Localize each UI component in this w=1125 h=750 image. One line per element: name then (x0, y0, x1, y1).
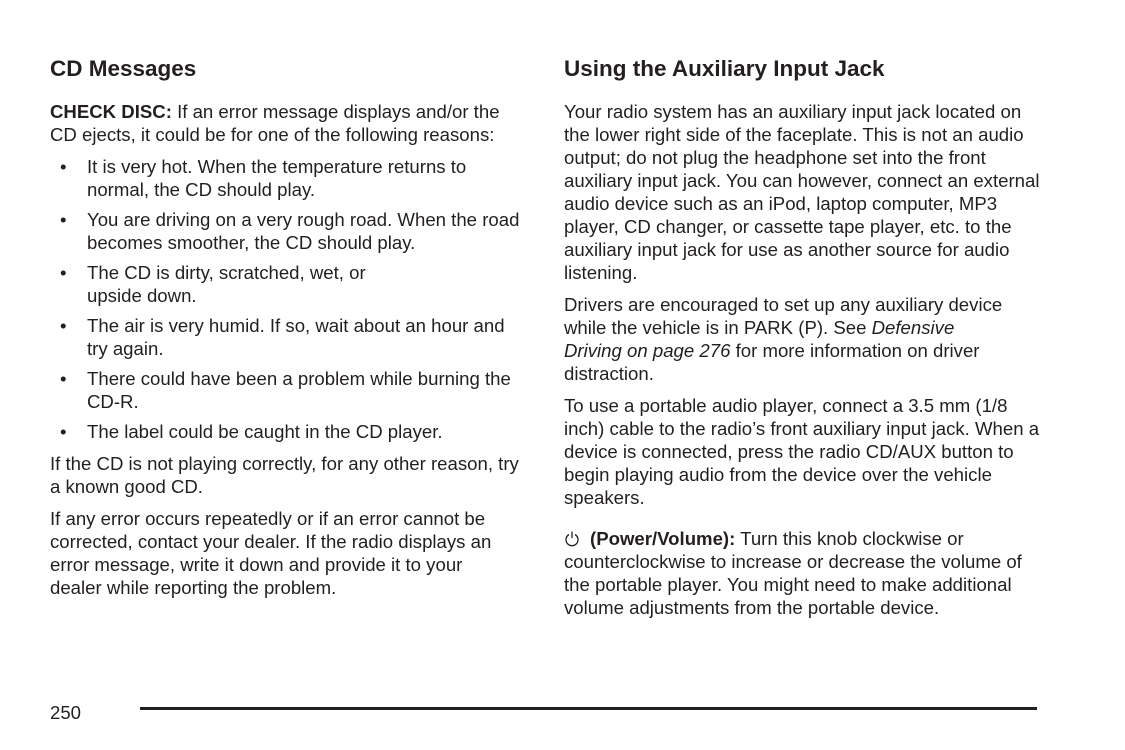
dealer-paragraph: If any error occurs repeatedly or if an error cannot be corrected, contact your dealer. If the radio displays an error message, write it down and provide it to your dealer while reporting the problem. (50, 508, 492, 598)
section-heading-cd-messages: CD Messages (50, 56, 197, 81)
list-item-text: There could have been a problem while burning the CD-R. (87, 368, 511, 412)
bullet-icon: • (60, 368, 67, 389)
list-item-text: It is very hot. When the temperature returns to normal, the CD should play. (87, 156, 467, 200)
list-item (50, 314, 530, 360)
power-icon (564, 531, 580, 547)
power-volume-text: Turn this knob clockwise or counterclockwise to increase or decrease the volume of the portable player. You might need to make additional volume adjustments from the portable device. (564, 528, 1022, 618)
check-disc-paragraph (50, 100, 530, 146)
list-item (50, 155, 530, 201)
page-number: 250 (50, 702, 82, 723)
driver-paragraph (564, 293, 1004, 385)
list-item-text: The air is very humid. If so, wait about an hour and try again. (87, 315, 505, 359)
right-column (564, 55, 1044, 628)
reasons-list (50, 155, 530, 443)
footer-rule (140, 707, 1037, 710)
check-disc-text: If an error message displays and/or the CD ejects, it could be for one of the following reasons: (50, 101, 500, 145)
list-item (50, 367, 530, 413)
driver-text: Drivers are encouraged to set up any auxiliary device while the vehicle is in PARK (P). See (564, 294, 1003, 338)
bullet-icon: • (60, 421, 67, 442)
list-item-text: The CD is dirty, scratched, wet, or upside down. (87, 262, 366, 306)
section-heading-aux-input: Using the Auxiliary Input Jack (564, 56, 885, 81)
list-item (50, 208, 530, 254)
defensive-driving-reference[interactable]: Defensive Driving on page 276 (564, 317, 955, 361)
bullet-icon: • (60, 156, 67, 177)
list-item-text: You are driving on a very rough road. When the road becomes smoother, the CD should play. (87, 209, 520, 253)
left-column (50, 55, 530, 608)
power-volume-label: (Power/Volume): (590, 528, 736, 549)
good-cd-paragraph: If the CD is not playing correctly, for any other reason, try a known good CD. (50, 453, 519, 497)
bullet-icon: • (60, 262, 67, 283)
power-volume-paragraph (564, 527, 1044, 619)
check-disc-label: CHECK DISC: (50, 101, 172, 122)
list-item (50, 420, 530, 443)
bullet-icon: • (60, 209, 67, 230)
list-item (50, 261, 530, 307)
portable-player-paragraph: To use a portable audio player, connect a 3.5 mm (1/8 inch) cable to the radio’s front auxiliary input jack. When a device is connected, press the radio CD/AUX button to begin playing audio from the device over the vehicle speakers. (564, 395, 1040, 508)
bullet-icon: • (60, 315, 67, 336)
driver-text-end: for more information on driver distraction. (564, 340, 980, 384)
aux-intro-paragraph: Your radio system has an auxiliary input jack located on the lower right side of the faceplate. This is not an audio output; do not plug the headphone set into the front auxiliary input jack. You can however, connect an external audio device such as an iPod, laptop computer, MP3 player, CD changer, or cassette tape player, etc. to the auxiliary input jack for use as another source for audio listening. (564, 101, 1040, 283)
list-item-text: The label could be caught in the CD player. (87, 421, 443, 442)
